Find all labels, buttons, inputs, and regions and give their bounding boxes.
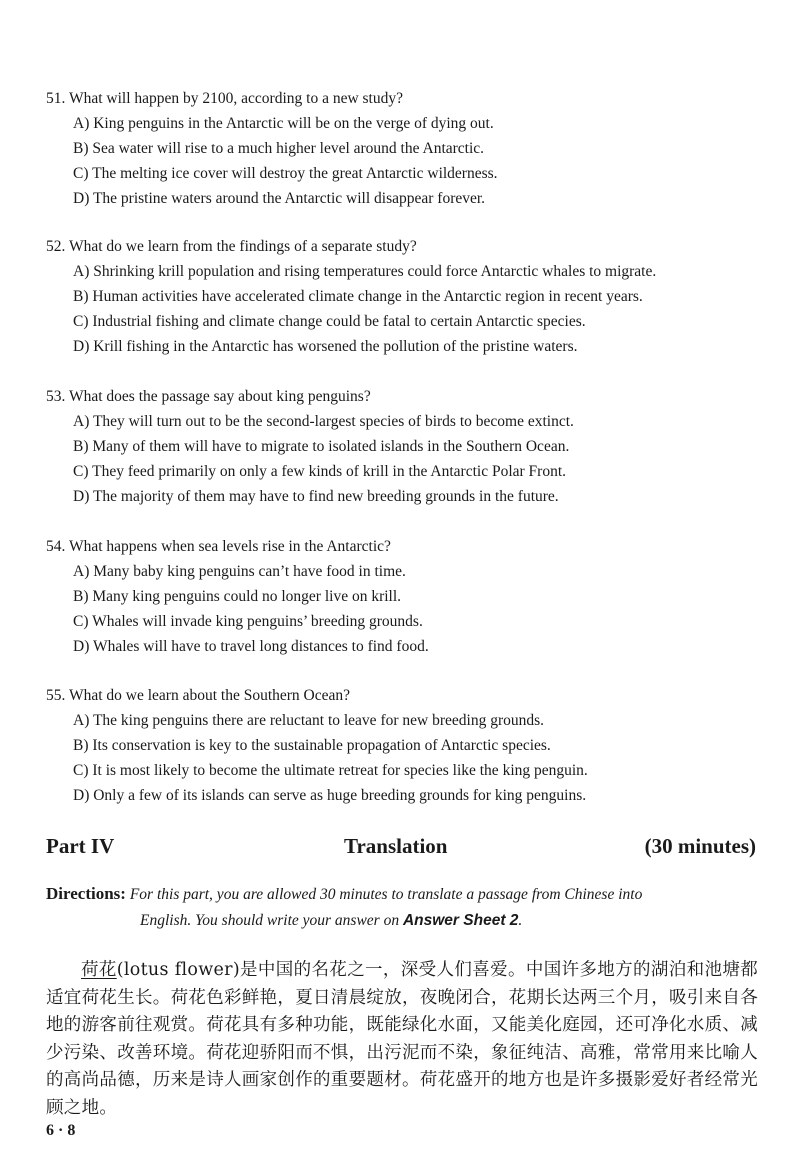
option-c: C) Industrial fishing and climate change could be fatal to certain Antarctic species. [73,313,586,330]
question-stem: 51. What will happen by 2100, according to a new study? [46,90,403,107]
question-stem: 52. What do we learn from the findings of a separate study? [46,238,417,255]
directions-text-2: English. You should write your answer on [140,912,400,929]
answer-sheet-label: Answer Sheet 2 [402,912,519,929]
option-b: B) Sea water will rise to a much higher level around the Antarctic. [73,140,485,157]
option-a: A) They will turn out to be the second-largest species of birds to become extinct. [73,413,574,430]
option-a: A) King penguins in the Antarctic will be on the verge of dying out. [73,115,494,132]
directions [46,881,758,934]
option-b: B) Many of them will have to migrate to isolated islands in the Southern Ocean. [73,438,570,455]
option-c: C) The melting ice cover will destroy the great Antarctic wilderness. [73,165,498,182]
option-b: B) Many king penguins could no longer live on krill. [73,588,402,605]
page-number: 6 · 8 [46,1122,76,1139]
question-54 [46,534,766,659]
question-stem: 55. What do we learn about the Southern Ocean? [46,687,351,704]
option-b: B) Its conservation is key to the sustainable propagation of Antarctic species. [73,737,551,754]
directions-label: Directions: [46,884,126,903]
translation-text: (lotus flower)是中国的名花之一，深受人们喜爱。中国许多地方的湖泊和池塘都适宜荷花生长。荷花色彩鲜艳，夏日清晨绽放，夜晚闭合，花期长达两三个月，吸引来自各地的游客前往观赏。荷花具有多种功能，既能绿化水面，又能美化庭园，还可净化水质、减少污染、改善环境。荷花迎骄阳而不惧，出污泥而不染，象征纯洁、高雅，常常用来比喻人的高尚品德，历来是诗人画家创作的重要题材。荷花盛开的地方也是许多摄影爱好者经常光顾之地。 [46,960,758,1118]
question-52 [46,234,766,359]
part-header [46,834,756,864]
option-c: C) It is most likely to become the ultimate retreat for species like the king penguin. [73,762,588,779]
question-55 [46,683,766,808]
question-53 [46,384,766,509]
part-label: Part IV [46,834,115,858]
directions-text-1: For this part, you are allowed 30 minutes to translate a passage from Chinese into [129,886,643,903]
option-c: C) Whales will invade king penguins’ breeding grounds. [73,613,423,630]
option-d: D) Krill fishing in the Antarctic has worsened the pollution of the pristine waters. [73,338,578,355]
option-d: D) Whales will have to travel long distances to find food. [73,638,429,655]
directions-line-1 [46,881,758,908]
option-b: B) Human activities have accelerated climate change in the Antarctic region in recent years. [73,288,643,305]
option-d: D) The majority of them may have to find new breeding grounds in the future. [73,488,559,505]
translation-passage [46,957,758,1122]
part-title: Translation [344,834,448,858]
option-d: D) The pristine waters around the Antarctic will disappear forever. [73,190,486,207]
option-d: D) Only a few of its islands can serve as huge breeding grounds for king penguins. [73,787,587,804]
option-a: A) Shrinking krill population and rising temperatures could force Antarctic whales to migrate. [73,263,657,280]
part-time-limit: (30 minutes) [644,834,756,858]
option-a: A) The king penguins there are reluctant to leave for new breeding grounds. [73,712,545,729]
question-51 [46,86,766,211]
directions-end: . [518,912,523,929]
question-stem: 53. What does the passage say about king penguins? [46,388,371,405]
question-stem: 54. What happens when sea levels rise in the Antarctic? [46,538,391,555]
option-c: C) They feed primarily on only a few kinds of krill in the Antarctic Polar Front. [73,463,567,480]
option-a: A) Many baby king penguins can’t have food in time. [73,563,406,580]
directions-line-2 [46,908,758,934]
translation-term: 荷花 [81,960,117,980]
